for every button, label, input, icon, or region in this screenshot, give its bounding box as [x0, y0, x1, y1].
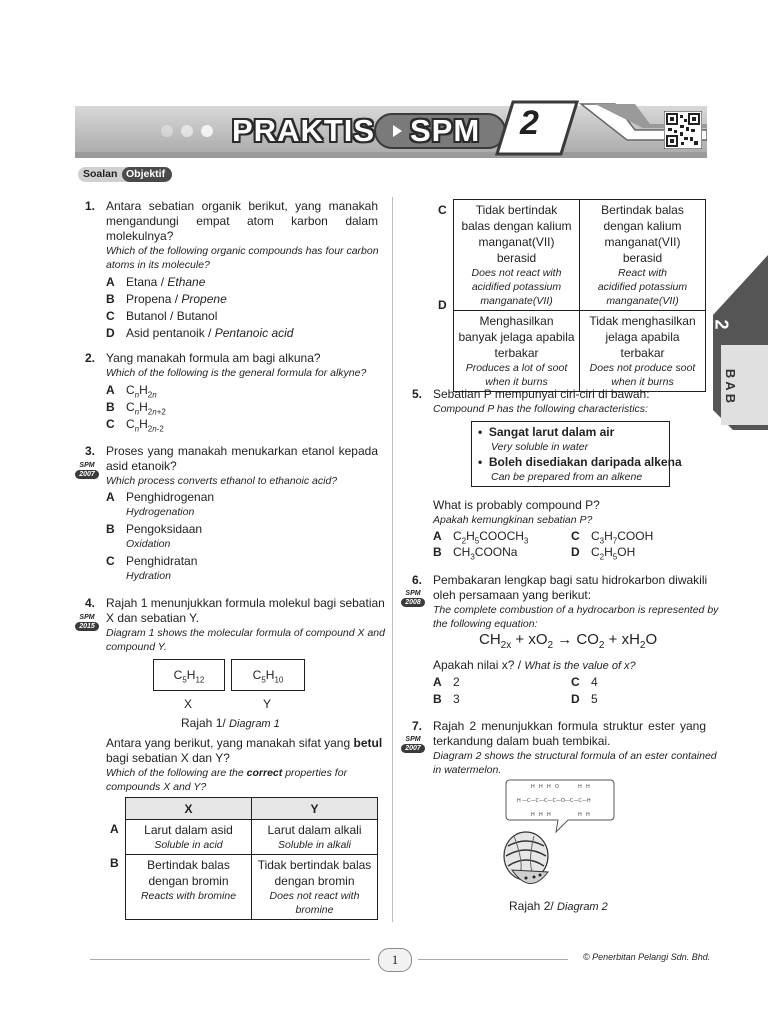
section-soalan: Soalan: [83, 168, 118, 180]
q3-option-b[interactable]: B Pengoksidaan Oxidation: [106, 522, 203, 550]
svg-text:H: H: [586, 812, 590, 818]
q4-ms-line2: X dan sebatian Y.: [106, 611, 199, 625]
q3-number: 3.: [85, 444, 96, 458]
q6-ms-line2: oleh persamaan yang berikut:: [433, 588, 592, 602]
q5-option-c[interactable]: C $C_3H_7COOH$: [571, 529, 654, 546]
q7-en-line2: in watermelon.: [433, 764, 502, 776]
header-banner: [75, 100, 707, 158]
q2-option-a[interactable]: A $C_nH_{2n}$: [106, 383, 157, 400]
banner-chapter-number: 2: [520, 104, 539, 142]
q4-row-c-y: Bertindak balas dengan kalium manganat(VII) berasid React with acidified potassium manganate(VII): [580, 200, 706, 311]
q4-ms-line1: Rajah 1 menunjukkan formula molekul bagi sebatian: [106, 596, 385, 610]
q6-spm-badge: SPM 2008: [399, 590, 427, 610]
q4-row-d-x: Menghasilkan banyak jelaga apabila terbakar Produces a lot of soot when it burns: [454, 311, 580, 392]
q5-option-a[interactable]: A $C_2H_5COOCH_3$: [433, 529, 529, 546]
svg-text:H: H: [547, 812, 551, 818]
q4-row-b-x: Bertindak balas dengan bromin Reacts with bromine: [126, 855, 252, 920]
q4-row-b-y: Tidak bertindak balas dengan bromin Does not react with bromine: [252, 855, 378, 920]
q1-number: 1.: [85, 199, 96, 213]
q5-ask-ms: Apakah kemungkinan sebatian P?: [433, 514, 593, 526]
q4-row-d-y: Tidak menghasilkan jelaga apabila terbakar Does not produce soot when it burns: [580, 311, 706, 392]
q4-spm-badge: SPM 2015: [73, 614, 101, 634]
q3-ms-line1: Proses yang manakah menukarkan etanol kepada: [106, 444, 378, 458]
q3-option-c[interactable]: C Penghidratan Hydration: [106, 554, 198, 582]
q1-ms-line3: molekulnya?: [106, 229, 174, 243]
q4-row-a-label[interactable]: A: [110, 822, 119, 836]
svg-text:H: H: [539, 812, 543, 818]
banner-praktis: PRAKTIS: [232, 113, 376, 148]
q1-en-line1: Which of the following organic compounds has four carbon: [106, 245, 379, 257]
diagram2-illustration: [496, 778, 616, 898]
watermelon-icon: [504, 832, 548, 884]
banner-spm: SPM: [410, 113, 481, 148]
q4-table-right: [453, 199, 706, 392]
q1-ms-line1: Antara sebatian organik berikut, yang manakah: [106, 199, 378, 213]
q3-options: [106, 490, 214, 586]
publisher-credit: © Penerbitan Pelangi Sdn. Bhd.: [583, 952, 711, 962]
q4-row-b-label[interactable]: B: [110, 856, 119, 870]
q7-number: 7.: [412, 719, 423, 733]
svg-text:H: H: [531, 784, 535, 790]
q5-characteristics-box: [471, 421, 682, 487]
q1-option-d[interactable]: D Asid pentanoik / Pentanoic acid: [106, 326, 294, 340]
q6-en-line1: The complete combustion of a hydrocarbon is represented by: [433, 604, 719, 616]
svg-text:O: O: [555, 784, 559, 790]
q1-option-b[interactable]: B Propena / Propene: [106, 292, 227, 306]
footer-rule-right: [418, 959, 568, 960]
diagram1-caption: Rajah 1/ Diagram 1: [181, 716, 280, 730]
side-tab-number: 2: [711, 319, 732, 330]
side-tab-bab: BAB: [723, 368, 739, 407]
q4-row-a-y: Larut dalam alkali Soluble in alkali: [252, 820, 378, 855]
q4-ask-ms-line2: bagi sebatian X dan Y?: [106, 751, 230, 765]
footer-rule-left: [90, 959, 370, 960]
q4-col-x-header: X: [126, 798, 252, 820]
q1-en-line2: atoms in its molecule?: [106, 259, 210, 271]
q4-row-a-x: Larut dalam asid Soluble in acid: [126, 820, 252, 855]
q6-option-b[interactable]: B 3: [433, 692, 460, 706]
qr-code-icon[interactable]: [664, 111, 702, 149]
q6-number: 6.: [412, 573, 423, 587]
q4-ask-ms-line1: Antara yang berikut, yang manakah sifat yang betul: [106, 736, 383, 750]
q4-ask-en-line2: compounds X and Y?: [106, 781, 207, 793]
q6-en-line2: the following equation:: [433, 618, 538, 630]
formula-label-x: X: [184, 697, 193, 711]
formula-label-y: Y: [263, 697, 272, 711]
q1-options: [106, 275, 293, 343]
q3-en: Which process converts ethanol to ethanoic acid?: [106, 475, 338, 487]
q5-ask-en: What is probably compound P?: [433, 498, 600, 512]
q4-col-y-header: Y: [252, 798, 378, 820]
q4-table-left: [125, 797, 378, 920]
q3-ms-line2: asid etanoik?: [106, 459, 177, 473]
q6-option-c[interactable]: C 4: [571, 675, 598, 689]
q4-row-c-x: Tidak bertindak balas dengan kalium manganat(VII) berasid Does not react with acidified potassium manganate(VII): [454, 200, 580, 311]
q2-option-b[interactable]: B $C_nH_{2n+2}$: [106, 400, 166, 417]
svg-text:H: H: [578, 784, 582, 790]
q3-spm-badge: SPM 2007: [73, 462, 101, 482]
svg-text:—C—C—C—C—O—C—C—H: —C—C—C—C—O—C—C—H: [522, 798, 591, 804]
q2-option-c[interactable]: C $C_nH_{2n-2}$: [106, 417, 164, 434]
svg-text:H: H: [531, 812, 535, 818]
q5-option-d[interactable]: D $C_2H_5OH$: [571, 545, 636, 562]
q1-option-c[interactable]: C Butanol / Butanol: [106, 309, 218, 323]
q5-bullet-1: • Sangat larut dalam air Very soluble in water: [478, 425, 615, 453]
q4-ask-en-line1: Which of the following are the correct properties for: [106, 767, 348, 779]
q7-en-line1: Diagram 2 shows the structural formula of an ester contained: [433, 750, 717, 762]
q2-options: [106, 383, 166, 434]
q6-ms-line1: Pembakaran lengkap bagi satu hidrokarbon diwakili: [433, 573, 708, 587]
q6-ask: Apakah nilai x? / What is the value of x?: [433, 658, 636, 672]
svg-text:H: H: [578, 812, 582, 818]
formula-box-x: $C_5H_{12}$: [153, 659, 225, 691]
q4-row-c-label[interactable]: C: [438, 203, 447, 217]
svg-text:H: H: [547, 784, 551, 790]
q5-number: 5.: [412, 387, 423, 401]
svg-text:H: H: [586, 784, 590, 790]
q7-ms-line2: terkandung dalam buah tembikai.: [433, 734, 611, 748]
svg-text:H: H: [517, 798, 521, 804]
q4-en-line1: Diagram 1 shows the molecular formula of compound X and: [106, 627, 385, 639]
svg-text:H: H: [539, 784, 543, 790]
q2-number: 2.: [85, 351, 96, 365]
page-number: 1: [378, 948, 412, 972]
q5-bullet-2: • Boleh disediakan daripada alkena Can be prepared from an alkene: [478, 455, 682, 483]
column-divider: [392, 197, 393, 922]
q6-option-d[interactable]: D 5: [571, 692, 598, 706]
q6-equation: $CH_{2x} + xO_2 \to CO_2 + xH_2O$: [479, 631, 658, 651]
q5-ms: Sebatian P mempunyai ciri-ciri di bawah:: [433, 387, 650, 401]
q4-row-d-label[interactable]: D: [438, 298, 447, 312]
q4-en-line2: compound Y.: [106, 641, 167, 653]
chapter-side-tab: [713, 255, 768, 430]
section-objektif: Objektif: [126, 168, 166, 180]
q1-option-a[interactable]: A Etana / Ethane: [106, 275, 206, 289]
q7-spm-badge: SPM 2007: [399, 736, 427, 756]
formula-box-y: $C_5H_{10}$: [231, 659, 305, 691]
q4-number: 4.: [85, 596, 96, 610]
q2-en: Which of the following is the general formula for alkyne?: [106, 367, 367, 379]
q5-en: Compound P has the following characteristics:: [433, 403, 648, 415]
q1-ms-line2: mengandungi empat atom karbon dalam: [106, 214, 378, 228]
q5-option-b[interactable]: B $CH_3COONa$: [433, 545, 518, 562]
diagram2-caption: Rajah 2/ Diagram 2: [509, 899, 608, 913]
q7-ms-line1: Rajah 2 menunjukkan formula struktur ester yang: [433, 719, 706, 733]
q6-option-a[interactable]: A 2: [433, 675, 460, 689]
q3-option-a[interactable]: A Penghidrogenan Hydrogenation: [106, 490, 215, 518]
q2-ms: Yang manakah formula am bagi alkuna?: [106, 351, 321, 365]
